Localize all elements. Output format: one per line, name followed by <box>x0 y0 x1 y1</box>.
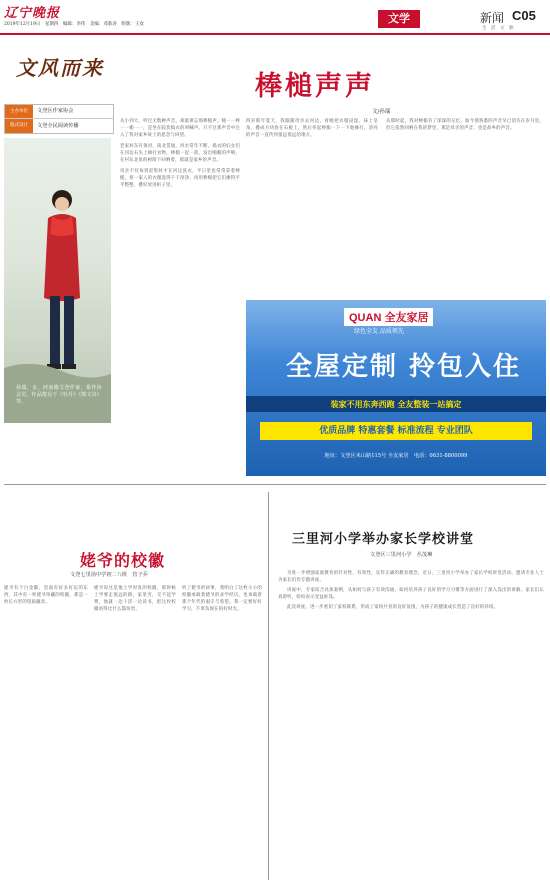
editor-line-2 <box>5 119 113 133</box>
editor-box <box>4 104 114 134</box>
article1-para-5: 从那时起，我对棒槌有了深深的记忆。如今那熟悉的声音早已消失在岁月里，但它依然回响在我的梦里，那是母亲的声音，也是故乡的声音。 <box>386 119 544 131</box>
article2-title: 姥爷的校徽 <box>80 551 166 570</box>
ad-brand: QUAN 全友家居 <box>344 308 433 326</box>
article3-byline: 文登区三里河小学 丛茂琳 <box>370 552 433 558</box>
column-logo <box>16 52 114 86</box>
article3-para-3: 此次讲座，进一步密切了家校联系，形成了家校共育的良好氛围，为孩子的健康成长营造了良好的环境。 <box>287 605 499 610</box>
editor-value-1: 文登区作家协会 <box>37 108 74 114</box>
page-code: C05 <box>512 8 536 23</box>
article2-para-2: 姥爷说这是他上学时发的校徽，那时候上学要走很远的路，家里穷，交不起学费，他就一边干活一边读书，把这枚校徽看得比什么都珍贵。 <box>94 586 176 612</box>
author-photo <box>4 138 111 423</box>
article3-body <box>278 570 544 720</box>
section-nav-small: 生 活 文 脉 <box>482 26 514 31</box>
ad-banner[interactable] <box>246 300 546 476</box>
column-logo-title: 文风而来 <box>16 56 104 80</box>
section-tab-label: 文学 <box>388 12 410 25</box>
masthead <box>0 0 550 36</box>
article1-para-1: 从小到大，听过无数种声音，却最难忘那棒槌声。槌一一棒一一槌一一，是坐在院坎捣衣的叫喊声。只不过那声音中注入了我对家乡故土的思念与回望。 <box>120 119 240 138</box>
article1-para-3: 母亲不仅每到赶集时才在河边洗衣，平日里也常常拿着棒槌，将一家人的衣服洗得干干净净，再用棒槌把它们捶得平平整整，叠好放进柜子里。 <box>120 169 240 188</box>
article1-para-4: 四岁那年夏天，我跟随母亲去河边，看她把衣服浸湿，抹上皂角，叠成方块放在石板上，然后举起棒槌一下一下地捶打，清亮的声音一直传到很远很远的地方。 <box>246 119 378 138</box>
article3-title: 三里河小学举办家长学校讲堂 <box>292 532 475 547</box>
date-line: 2019年12月19日 星期四 编辑：李伟 美编：邓新涛 组版：王欢 <box>4 22 144 27</box>
article2-column-2 <box>94 585 176 880</box>
article3-para-1: 为进一步增强家庭教育的针对性，有效性，宣传正确的教育理念，近日，三里河小学举办了家长学校讲堂活动，邀请专业人士为家长们作专题讲座。 <box>278 571 544 583</box>
photo-figure <box>4 138 111 423</box>
photo-caption: 孙瑞，女，河南籍文登作家，系作协会员，作品散见于《牡丹》《散文诗》等。 <box>16 385 102 405</box>
article1-column-2 <box>246 118 378 294</box>
editor-label-2: 版式设计 <box>5 119 33 133</box>
article3-para-2: 讲座中，专家结合具体案例，从如何与孩子有效沟通、如何培养孩子良好的学习习惯等方面进行了深入浅出的讲解，家长们认真聆听，纷纷表示受益匪浅。 <box>278 588 544 600</box>
article1-column-3 <box>386 118 544 294</box>
article2-para-3: 听了姥爷的故事，我明白了这枚小小的校徽承载着姥爷的求学经历，也承载着那个年代的艰辛与希望。我一定要好好学习，不辜负现在的好时光。 <box>182 586 262 612</box>
ad-sub: 装家不用东奔西跑 全友整装一站搞定 <box>246 396 546 412</box>
article1-title: 棒槌声声 <box>255 71 375 102</box>
ad-headline: 全屋定制 拎包入住 <box>286 352 522 382</box>
article1-column-1 <box>120 118 240 473</box>
section-tab[interactable] <box>378 10 420 28</box>
ad-address: 地址：文登区米山路115号 全友家居 电话：0631-8800099 <box>324 453 468 459</box>
newspaper-logo: 辽宁晚报 <box>4 6 61 21</box>
article2-para-1: 姥爷有个白金徽，里面有好多好玩的东西，其中有一枚姥爷珍藏的校徽，那是一枚长方形的铝质徽章。 <box>4 586 88 605</box>
editor-value-2: 文登全民阅读传播 <box>37 123 79 129</box>
section-name: 新闻 <box>480 11 505 25</box>
article2-column-1 <box>4 585 88 880</box>
article2-column-3 <box>182 585 262 880</box>
masthead-rule <box>0 33 550 35</box>
vertical-divider <box>268 492 269 880</box>
editor-line-1 <box>5 105 113 119</box>
ad-slogan: 绿色全友 品质领先 <box>354 328 404 335</box>
article2-byline: 文登七里汤中学初二八班 管子乔 <box>70 572 148 578</box>
article1-author: 文/孙瑞 <box>372 109 391 115</box>
mid-divider <box>4 484 546 485</box>
editor-label-1: 主办单位 <box>5 105 33 118</box>
article1-para-2: 老家村东有条河，南北贯通，河水常年不断。捣衣的妇女们在河边石头上捶打衣物，棒槌一起一落，发出啪啪的声响，在村东北角的树荫下回响着，那就是家乡的声音。 <box>120 144 240 163</box>
ad-badges: 优质品牌 特惠套餐 标准流程 专业团队 <box>260 422 532 440</box>
